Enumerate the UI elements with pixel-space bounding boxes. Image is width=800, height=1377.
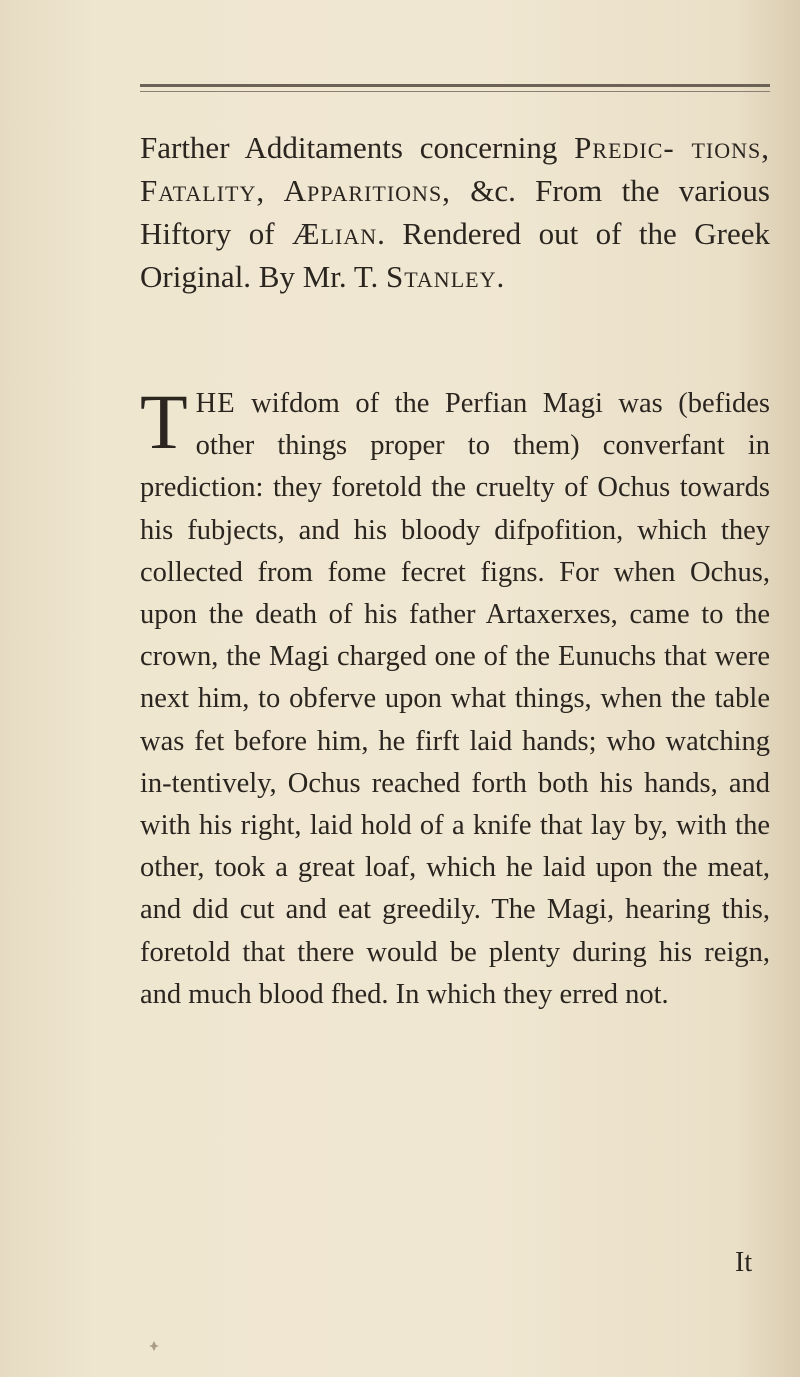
body-paragraph: [140, 378, 770, 1016]
paragraph-text: wifdom of the Perfian Magi was (befides other things proper to them) converfant in prediction: they foretold the cruelty of Ochus towards his fubjects, and his bloody difpofition, which they collected from fome fecret figns. For when Ochus, upon the death of his father Artaxerxes, came to the crown, the Magi charged one of the Eunuchs that were next him, to obferve upon what things, when the table was fet before him, he firft laid hands; who watching in-tentively, Ochus reached forth both his hands, and with his right, laid hold of a knife that lay by, with the other, took a great loaf, which he laid upon the meat, and did cut and eat greedily. The Magi, hearing this, foretold that there would be plenty during his reign, and much blood fhed. In which they erred not.: [140, 388, 770, 1010]
heading-tions: tions,: [691, 130, 770, 165]
top-rule: [140, 84, 770, 87]
first-word: HE: [195, 388, 236, 419]
heading-part1: Farther Additaments concerning: [140, 130, 575, 165]
heading-predictions: Predic-: [574, 130, 675, 165]
heading-end: .: [496, 259, 505, 294]
heading-apparitions: Apparitions,: [283, 173, 451, 208]
heading-aelian: Ælian: [292, 216, 378, 251]
heading-part2: &c. From the various Hiftory of: [140, 173, 770, 251]
ink-spot-icon: [148, 1340, 160, 1352]
heading-part3: . Rendered out of the Greek Original. By Mr. T.: [140, 216, 770, 294]
catchword: It: [735, 1247, 753, 1278]
top-rule-thin: [140, 91, 770, 92]
heading-fatality: Fatality,: [140, 173, 284, 208]
drop-cap: T: [140, 378, 188, 465]
heading-stanley: Stanley: [386, 259, 497, 294]
section-heading: [140, 126, 770, 298]
